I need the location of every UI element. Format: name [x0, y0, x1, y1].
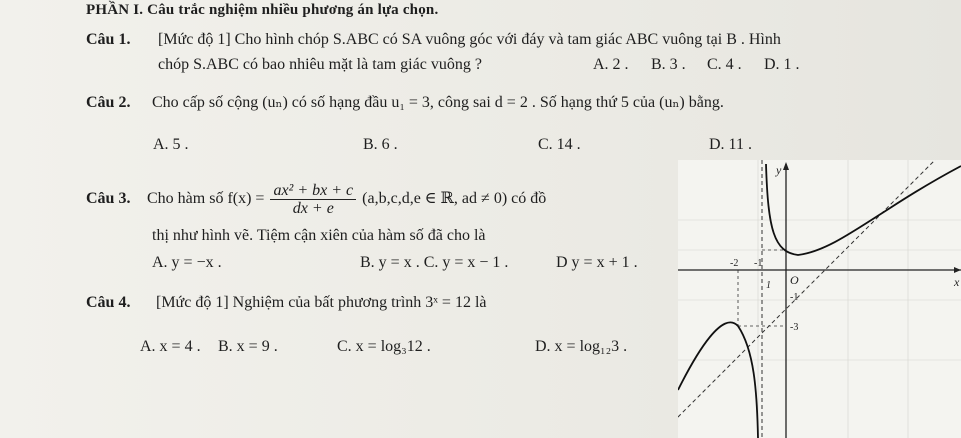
q3-text-after: (a,b,c,d,e ∈ ℝ, ad ≠ 0) có đồ — [362, 190, 547, 207]
q1-option-b[interactable]: B. 3 . — [651, 56, 686, 73]
tick-label-x-neg1: -1 — [754, 258, 763, 269]
q4-label: Câu 4. — [86, 294, 131, 311]
q4-text: [Mức độ 1] Nghiệm của bất phương trình 3ˣ = 12 là — [156, 294, 487, 311]
q2-option-a[interactable]: A. 5 . — [153, 136, 189, 153]
q3-option-bc[interactable]: B. y = x . C. y = x − 1 . — [360, 254, 509, 271]
q1-label: Câu 1. — [86, 31, 131, 48]
q3-text — [147, 177, 546, 221]
q1-option-c[interactable]: C. 4 . — [707, 56, 742, 73]
q2-option-c[interactable]: C. 14 . — [538, 136, 581, 153]
q1-option-d[interactable]: D. 1 . — [764, 56, 800, 73]
tick-label-y-neg1: -1 — [790, 292, 799, 303]
q3-frac-den: dx + e — [292, 199, 334, 217]
q4-option-c[interactable]: C. x = log₃12 . — [337, 338, 431, 355]
section-title: PHẦN I. Câu trắc nghiệm nhiều phương án lựa chọn. — [86, 2, 439, 18]
q1-line1: [Mức độ 1] Cho hình chóp S.ABC có SA vuông góc với đáy và tam giác ABC vuông tại B . Hình — [158, 31, 781, 48]
q3-text-before: Cho hàm số f(x) = — [147, 190, 265, 207]
tick-label-y-neg3: -3 — [790, 322, 799, 333]
tick-label-x-neg2: -2 — [730, 258, 739, 269]
x-axis-label: x — [954, 275, 960, 289]
q3-option-a[interactable]: A. y = −x . — [152, 254, 222, 271]
q3-line2: thị như hình vẽ. Tiệm cận xiên của hàm số đã cho là — [152, 227, 486, 244]
q1-option-a[interactable]: A. 2 . — [593, 56, 629, 73]
q2-label: Câu 2. — [86, 94, 131, 111]
q3-label: Câu 3. — [86, 190, 131, 207]
q2-option-d[interactable]: D. 11 . — [709, 136, 752, 153]
q4-option-b[interactable]: B. x = 9 . — [218, 338, 278, 355]
q1-line2: chóp S.ABC có bao nhiêu mặt là tam giác vuông ? — [158, 56, 482, 73]
q3-frac-num: ax² + bx + c — [270, 182, 356, 200]
tick-label-y-1: 1 — [766, 280, 771, 291]
function-graph — [678, 160, 961, 438]
q4-option-a[interactable]: A. x = 4 . — [140, 338, 201, 355]
origin-label: O — [790, 273, 799, 287]
q3-fraction — [270, 182, 356, 217]
graph-background — [678, 160, 961, 438]
y-axis-label: y — [776, 163, 782, 177]
q4-option-d[interactable]: D. x = log₁₂3 . — [535, 338, 628, 355]
q3-option-d[interactable]: D y = x + 1 . — [556, 254, 638, 271]
q2-text: Cho cấp số cộng (uₙ) có số hạng đầu u₁ = 3, công sai d = 2 . Số hạng thứ 5 của (uₙ) bằng. — [152, 94, 724, 111]
q2-option-b[interactable]: B. 6 . — [363, 136, 398, 153]
